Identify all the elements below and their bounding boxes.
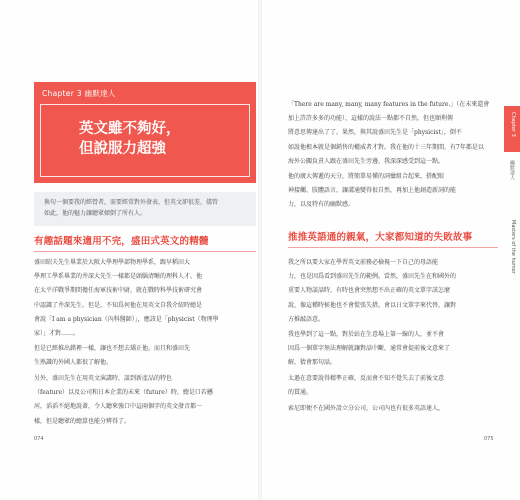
page-number: 074 [34, 436, 44, 442]
text-line: 的貫通。 [288, 389, 313, 397]
chapter-title-frame [40, 104, 250, 177]
text-line: 索尼即便不在國外設立分公司，公司內也有很多英語達人， [288, 405, 445, 412]
body-paragraph [288, 328, 450, 371]
section-heading: 推推英語通的親氣，大家都知道的失敗故事 [288, 232, 473, 243]
side-tab-label: Chapter 3 [510, 112, 516, 137]
text-line: 我也學到了這一點，對於站在生意場上第一線的人，並不會 [288, 331, 445, 338]
intro-quote-box [34, 192, 256, 226]
text-line: 學理工學系畢業的井深大先生一樣都是頭腦清晰的理科人才。他 [34, 273, 203, 281]
text-line: 中認識了井深先生。但是，不知爲何他在用英文自我介紹時總是 [34, 301, 203, 309]
text-line: 我之所以要大家在學習英文前務必檢視一下自己的母語能 [288, 259, 439, 266]
body-paragraph [288, 170, 456, 213]
heading-rule [288, 247, 498, 248]
section-heading: 有趣話題來適用不完，盛田式英文的精髓 [34, 236, 209, 247]
text-line: 太過在意要說得精準正確，反而會不知不覺失去了前後文意 [288, 375, 445, 382]
text-line: 海外公關負責人跟在盛田先生旁邊，我深深感受到這一點。 [288, 157, 445, 165]
text-line: 生熟識的外國人都很了解他。 [34, 359, 113, 367]
chapter-label: Chapter 3 幽默達人 [42, 89, 116, 98]
body-paragraph [34, 342, 190, 370]
body-paragraph [288, 402, 444, 416]
text-line: 另外，盛田先生在用英文演講時，談到新產品的特色 [34, 375, 173, 382]
text-line: 將意思傳達出了了。果然，與其說盛田先生是「physicist」，倒不 [288, 129, 462, 137]
body-paragraph [34, 372, 213, 429]
text-line: 家）」才對……。 [34, 330, 80, 338]
chapter-side-tab [504, 106, 520, 152]
side-running-title: Masters of the humor [510, 220, 516, 274]
text-line: 神接觸、肢體語言，讓溝通變得很自然，再加上他創造新詞的能 [288, 187, 457, 195]
text-line: 方推敲語意。 [288, 315, 325, 323]
text-line: 但是已經推出錯裡一樣，讓也不想去矯正他。而且和盛田先 [34, 345, 191, 352]
chapter-title-box [34, 82, 256, 183]
chapter-title-line: 但說服力超強 [79, 141, 166, 157]
text-line: 樣，但是聽眾的總算也能分辨得了。 [34, 417, 131, 425]
text-line: 如說他根本就是個銷售的權威者才對。我在他的十三年期間，有7年都是以 [288, 143, 484, 151]
text-line: 河，滔滔不絕地說著，令人聽來強口中這兩個字的英文發音都一 [34, 403, 203, 411]
quote-line: 換句一個要我的經營者，需要經常對外發表，但英文卻很差，儘管 [44, 199, 219, 206]
text-line: 「There are many, many, many features in the future.」（在未來還會 [288, 101, 490, 108]
intro-quote-text [44, 197, 249, 219]
quote-line: 如此，他的魅力讓聽眾傾倒了所有人。 [44, 210, 147, 217]
side-chapter-name: 幽默達人 [509, 160, 515, 180]
text-line: （feature）以及公司和日本企業的未來（future）時，總是口若懸 [34, 389, 213, 397]
text-line: 加上許許多多的功能），這樣的說法一點都不自然，但也順利傳 [288, 115, 454, 123]
text-line: 解，猜會那句話。 [288, 359, 337, 367]
body-paragraph [288, 256, 456, 327]
body-paragraph [288, 372, 444, 400]
text-line: 會說「I am a physician（內科醫師）」，應該是「physicist（物理學 [34, 315, 219, 323]
text-line: 力，也是因爲看到盛田先生的範例。當然，盛田先生在和國外的 [288, 273, 457, 281]
text-line: 盛田昭夫先生畢業於大阪大學理學部物理學系，跟早稻田大 [34, 259, 191, 266]
body-paragraph [288, 98, 489, 169]
chapter-title [79, 119, 181, 159]
text-line: 他的廣大傳遞的天分，將簡單易懂的詞彙組合起來，搭配眼 [288, 173, 445, 180]
text-line: 力，以及特有的幽默感。 [288, 201, 355, 209]
body-paragraph [34, 256, 219, 341]
page-number: 075 [484, 436, 494, 442]
text-line: 在太平洋戰爭期間擔任海軍技術中尉，就在戰時科學技術研究會 [34, 287, 203, 295]
right-page [260, 0, 520, 500]
heading-rule [34, 251, 256, 252]
chapter-title-line: 英文雖不夠好， [79, 121, 181, 137]
text-line: 因爲一個單字無法理解就讓對話中斷，通常會提前後文意來了 [288, 345, 451, 353]
text-line: 重要人物談話時，有時也會突然想不出正確的英文單字該怎麼 [288, 287, 451, 295]
text-line: 說，像這種時候他也不會慌張失措，會以日文單字來代替，讓對 [288, 301, 457, 309]
